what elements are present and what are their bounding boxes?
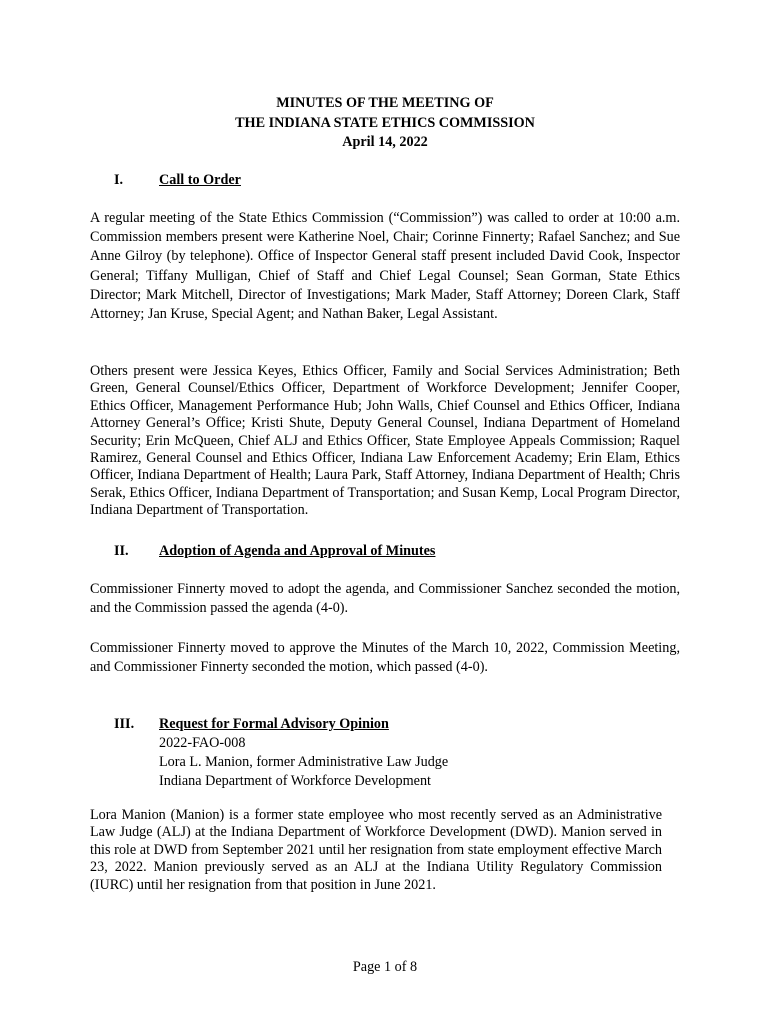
section-number: I. [114,172,124,188]
section-number: III. [114,716,135,732]
case-number: 2022-FAO-008 [159,735,246,751]
section-title: Call to Order [159,172,241,188]
document-title-block [0,94,770,153]
agenda-adoption-paragraph: Commissioner Finnerty moved to adopt the agenda, and Commissioner Sanchez seconded the motion, and the Commission passed the agenda (4-0). [90,581,680,617]
title-line-1: MINUTES OF THE MEETING OF [276,95,494,111]
requester-name: Lora L. Manion, former Administrative Law Judge [159,754,449,770]
meeting-date: April 14, 2022 [342,134,428,150]
requester-agency: Indiana Department of Workforce Development [159,773,431,789]
call-to-order-paragraph: A regular meeting of the State Ethics Commission (“Commission”) was called to order at 10:00 a.m. Commission members present were Katherine Noel, Chair; Corinne Finnerty; Rafael Sanchez; and Sue Anne Gilroy (by telephone). Office of Inspector General staff present included David Cook, Inspector General; Tiffany Mulligan, Chief of Staff and Chief Legal Counsel; Sean Gorman, State Ethics Director; Mark Mitchell, Director of Investigations; Mark Mader, Staff Attorney; Doreen Clark, Staff Attorney; Jan Kruse, Special Agent; and Nathan Baker, Legal Assistant. [90,210,680,323]
title-line-2: THE INDIANA STATE ETHICS COMMISSION [235,114,535,131]
section-title: Request for Formal Advisory Opinion [159,716,389,732]
minutes-approval-paragraph: Commissioner Finnerty moved to approve the Minutes of the March 10, 2022, Commission Meeting, and Commissioner Finnerty seconded the motion, which passed (4-0). [90,640,680,676]
section-number: II. [114,543,129,559]
others-present-paragraph: Others present were Jessica Keyes, Ethics Officer, Family and Social Services Administration; Beth Green, General Counsel/Ethics Officer, Department of Workforce Development; Jennifer Cooper, Ethics Officer, Management Performance Hub; John Walls, Chief Counsel and Ethics Officer, Indiana Attorney General’s Office; Kristi Shute, Deputy General Counsel, Indiana Department of Homeland Security; Erin McQueen, Chief ALJ and Ethics Officer, State Employee Appeals Commission; Raquel Ramirez, General Counsel and Ethics Officer, Indiana Law Enforcement Academy; Erin Elam, Ethics Officer, Indiana Department of Health; Laura Park, Staff Attorney, Indiana Department of Health; Chris Serak, Ethics Officer, Indiana Department of Transportation; and Susan Kemp, Local Program Director, Indiana Department of Transportation. [90,363,680,519]
section-title: Adoption of Agenda and Approval of Minutes [159,543,436,559]
advisory-opinion-paragraph: Lora Manion (Manion) is a former state employee who most recently served as an Administrative Law Judge (ALJ) at the Indiana Department of Workforce Development (DWD). Manion served in this role at DWD from September 2021 until her resignation from state employment effective March 23, 2022. Manion previously served as an ALJ at the Indiana Utility Regulatory Commission (IURC) until her resignation from that position in June 2021. [90,807,662,893]
page-number: Page 1 of 8 [352,959,418,975]
